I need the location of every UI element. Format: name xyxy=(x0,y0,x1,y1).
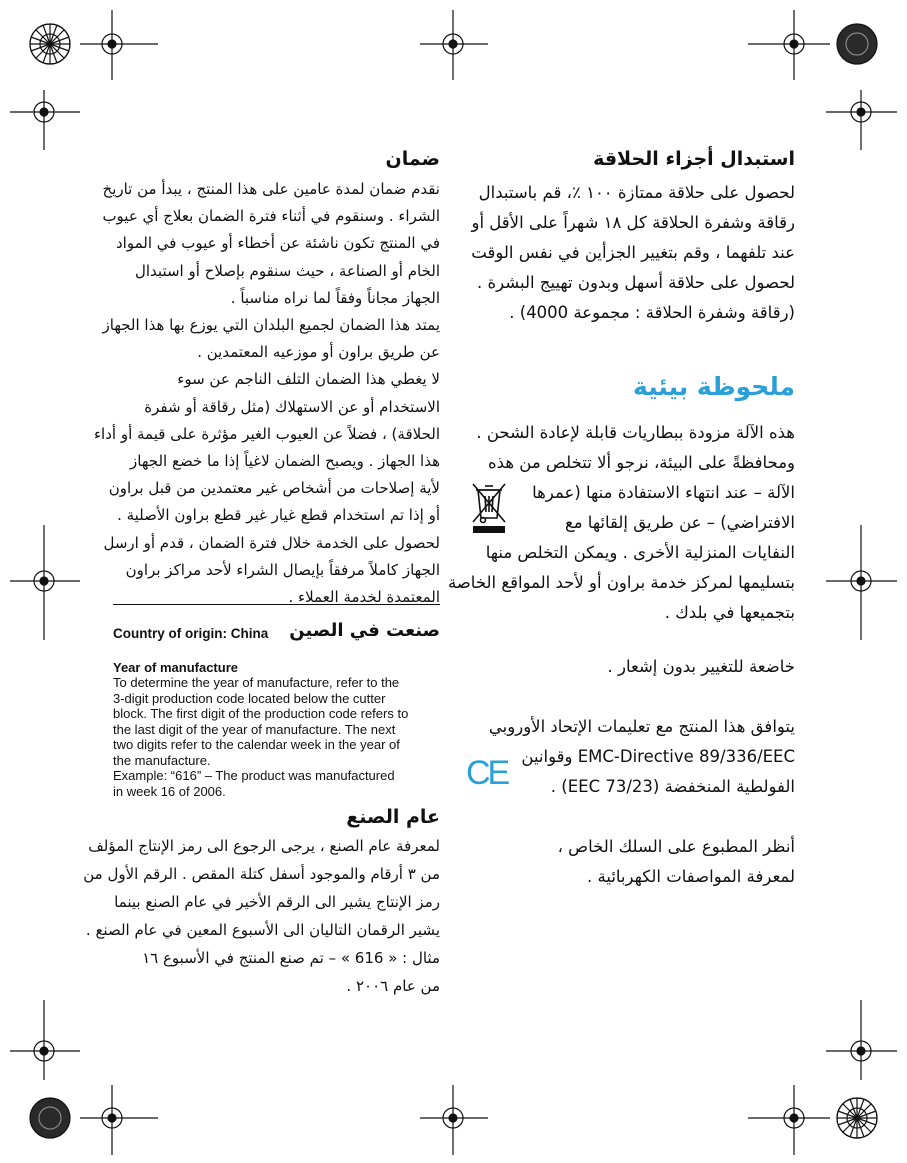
country-of-origin-ar: صنعت في الصين xyxy=(289,620,440,641)
crosshair-mark-top-3 xyxy=(748,10,830,80)
text-line: (رقاقة وشفرة الحلاقة : مجموعة 4000) . xyxy=(509,303,795,322)
crosshair-mark-right-3 xyxy=(826,1000,897,1080)
text-line: block. The first digit of the production code refers to xyxy=(113,706,409,721)
text-line: لحصول على حلاقة أسهل وبدون تهييج البشرة . xyxy=(477,273,795,292)
text-line: Example: “616” – The product was manufactured xyxy=(113,768,395,783)
text-line: الحلاقة) ، فضلاً عن العيوب الغير مؤثرة على قيمة أو أداء xyxy=(93,424,440,443)
text-line: الاستخدام أو عن الاستهلاك (مثل رقاقة أو شفرة xyxy=(144,397,440,416)
text-line: هذا الجهاز . ويصبح الضمان لاغياً إذا ما خضع الجهاز xyxy=(130,452,440,471)
crosshair-mark-left-1 xyxy=(10,90,80,150)
text-line: 3-digit production code located below the cutter xyxy=(113,690,386,706)
text-line: يتوافق هذا المنتج مع تعليمات الإتحاد الأوروبي xyxy=(488,717,795,736)
text-line: EMC-Directive 89/336/EEC وقوانين xyxy=(521,747,795,766)
text-line: ومحافظةً على البيئة، نرجو ألا تتخلص من هذه xyxy=(488,453,795,472)
crosshair-mark-top-2 xyxy=(420,10,488,80)
crosshair-mark-bottom-2 xyxy=(420,1085,488,1155)
shaving-parts-text xyxy=(455,178,795,328)
text-line: الخام أو الصناعة ، حيث سنقوم بإصلاح أو استبدال xyxy=(134,261,440,280)
crosshair-mark-right-1 xyxy=(826,90,897,150)
text-line: هذه الآلة مزودة ببطاريات قابلة لإعادة الشحن . xyxy=(476,423,795,442)
warranty-text xyxy=(93,176,440,611)
crosshair-mark-left-3 xyxy=(10,1000,80,1080)
text-line: لمعرفة عام الصنع ، يرجى الرجوع الى رمز الإنتاج المؤلف xyxy=(88,837,440,855)
text-line: من عام ٢٠٠٦ . xyxy=(346,977,440,995)
starburst-mark-top-left xyxy=(30,24,70,64)
electrical-specs-text xyxy=(455,832,795,892)
text-line: يشير الرقمان التاليان الى الأسبوع المعين في عام الصنع . xyxy=(85,921,440,939)
year-of-manufacture-title-en: Year of manufacture xyxy=(113,660,238,675)
environmental-note-title: ملحوظة بيئية xyxy=(633,372,795,401)
section-divider xyxy=(113,604,440,605)
year-of-manufacture-title-ar: عام الصنع xyxy=(346,806,440,828)
text-line: الافتراضي) – عن طريق إلقائها مع xyxy=(564,513,795,532)
text-line: بتجميعها في بلدك . xyxy=(664,603,795,622)
crossed-out-wheelie-bin-icon xyxy=(470,478,508,536)
ce-compliance-text xyxy=(475,712,795,802)
text-line: نقدم ضمان لمدة عامين على هذا المنتج ، يبدأ من تاريخ xyxy=(102,180,440,198)
text-line: the manufacture. xyxy=(113,752,211,768)
text-line: عند تلفهما ، وقم بتغيير الجزأين في نفس الوقت xyxy=(471,243,795,262)
text-line: الآلة – عند انتهاء الاستفادة منها (عمرها xyxy=(532,483,795,502)
crosshair-mark-bottom-3 xyxy=(748,1085,830,1155)
crosshair-mark-left-2 xyxy=(10,525,80,640)
text-line: المعتمدة لخدمة العملاء . xyxy=(288,588,440,607)
text-line: مثال : « 616 » – تم صنع المنتج في الأسبوع ١٦ xyxy=(142,949,440,967)
shaving-parts-title: استبدال أجزاء الحلاقة xyxy=(593,148,795,170)
text-line: in week 16 of 2006. xyxy=(113,783,226,799)
text-line: يمتد هذا الضمان لجميع البلدان التي يوزع بها هذا الجهاز xyxy=(102,316,440,335)
text-line: To determine the year of manufacture, refer to the xyxy=(113,675,400,690)
text-line: أنظر المطبوع على السلك الخاص ، xyxy=(557,837,795,856)
text-line: لا يغطي هذا الضمان التلف الناجم عن سوء xyxy=(177,370,440,389)
country-of-origin-en: Country of origin: China xyxy=(113,626,269,641)
text-line: رمز الإنتاج يشير الى الرقم الأخير في عام الصنع بينما xyxy=(114,893,440,911)
text-line: الفولطية المنخفضة (73/23 EEC) . xyxy=(550,777,795,796)
text-line: لحصول على حلاقة ممتازة ١٠٠ ٪، قم باستبدال xyxy=(478,183,795,202)
text-line: الشراء . وسنقوم في أثناء فترة الضمان بعلاج أي عيوب xyxy=(102,207,440,226)
text-line: بتسليمها لمركز خدمة براون أو لأحد المواقع الخاصة xyxy=(447,573,795,592)
text-line: النفايات المنزلية الأخرى . ويمكن التخلص منها xyxy=(485,543,795,562)
text-line: أو إذا تم استخدام قطع غيار غير قطع براون الأصلية . xyxy=(117,506,440,525)
year-of-manufacture-text-en xyxy=(113,675,443,799)
text-line: الجهاز كاملاً مرفقاً بإيصال الشراء لأحد مراكز براون xyxy=(125,560,440,579)
warranty-title: ضمان xyxy=(385,148,440,170)
ce-mark-icon: CE xyxy=(466,754,508,792)
year-of-manufacture-text-ar xyxy=(83,832,440,1000)
text-line: two digits refer to the calendar week in the year of xyxy=(113,737,400,752)
text-line: في المنتج تكون ناشئة عن أخطاء أو عيوب في المواد xyxy=(115,234,440,253)
text-line: the last digit of the year of manufacture. The next xyxy=(113,721,396,737)
crosshair-mark-top-1 xyxy=(80,10,158,80)
text-line: من ٣ أرقام والموجود أسفل كتلة المقص . الرقم الأول من xyxy=(83,865,440,883)
text-line: لمعرفة المواصفات الكهربائية . xyxy=(587,867,795,886)
crosshair-mark-bottom-1 xyxy=(80,1085,158,1155)
text-line: لحصول على الخدمة خلال فترة الضمان ، قدم أو ارسل xyxy=(103,533,440,552)
text-line: الجهاز مجاناً وفقاً لما نراه مناسباً . xyxy=(230,288,440,307)
starburst-mark-bottom-right xyxy=(837,1098,877,1138)
text-line: عن طريق براون أو موزعيه المعتمدين . xyxy=(197,343,440,362)
solid-mark-top-right xyxy=(837,24,877,64)
text-line: رقاقة وشفرة الحلاقة كل ١٨ شهراً على الأقل أو xyxy=(471,213,795,232)
crosshair-mark-right-2 xyxy=(826,525,897,640)
change-notice: خاضعة للتغيير بدون إشعار . xyxy=(607,657,795,676)
text-line: لأية إصلاحات من أشخاص غير معتمدين من قبل براون xyxy=(108,479,440,498)
solid-mark-bottom-left xyxy=(30,1098,70,1138)
